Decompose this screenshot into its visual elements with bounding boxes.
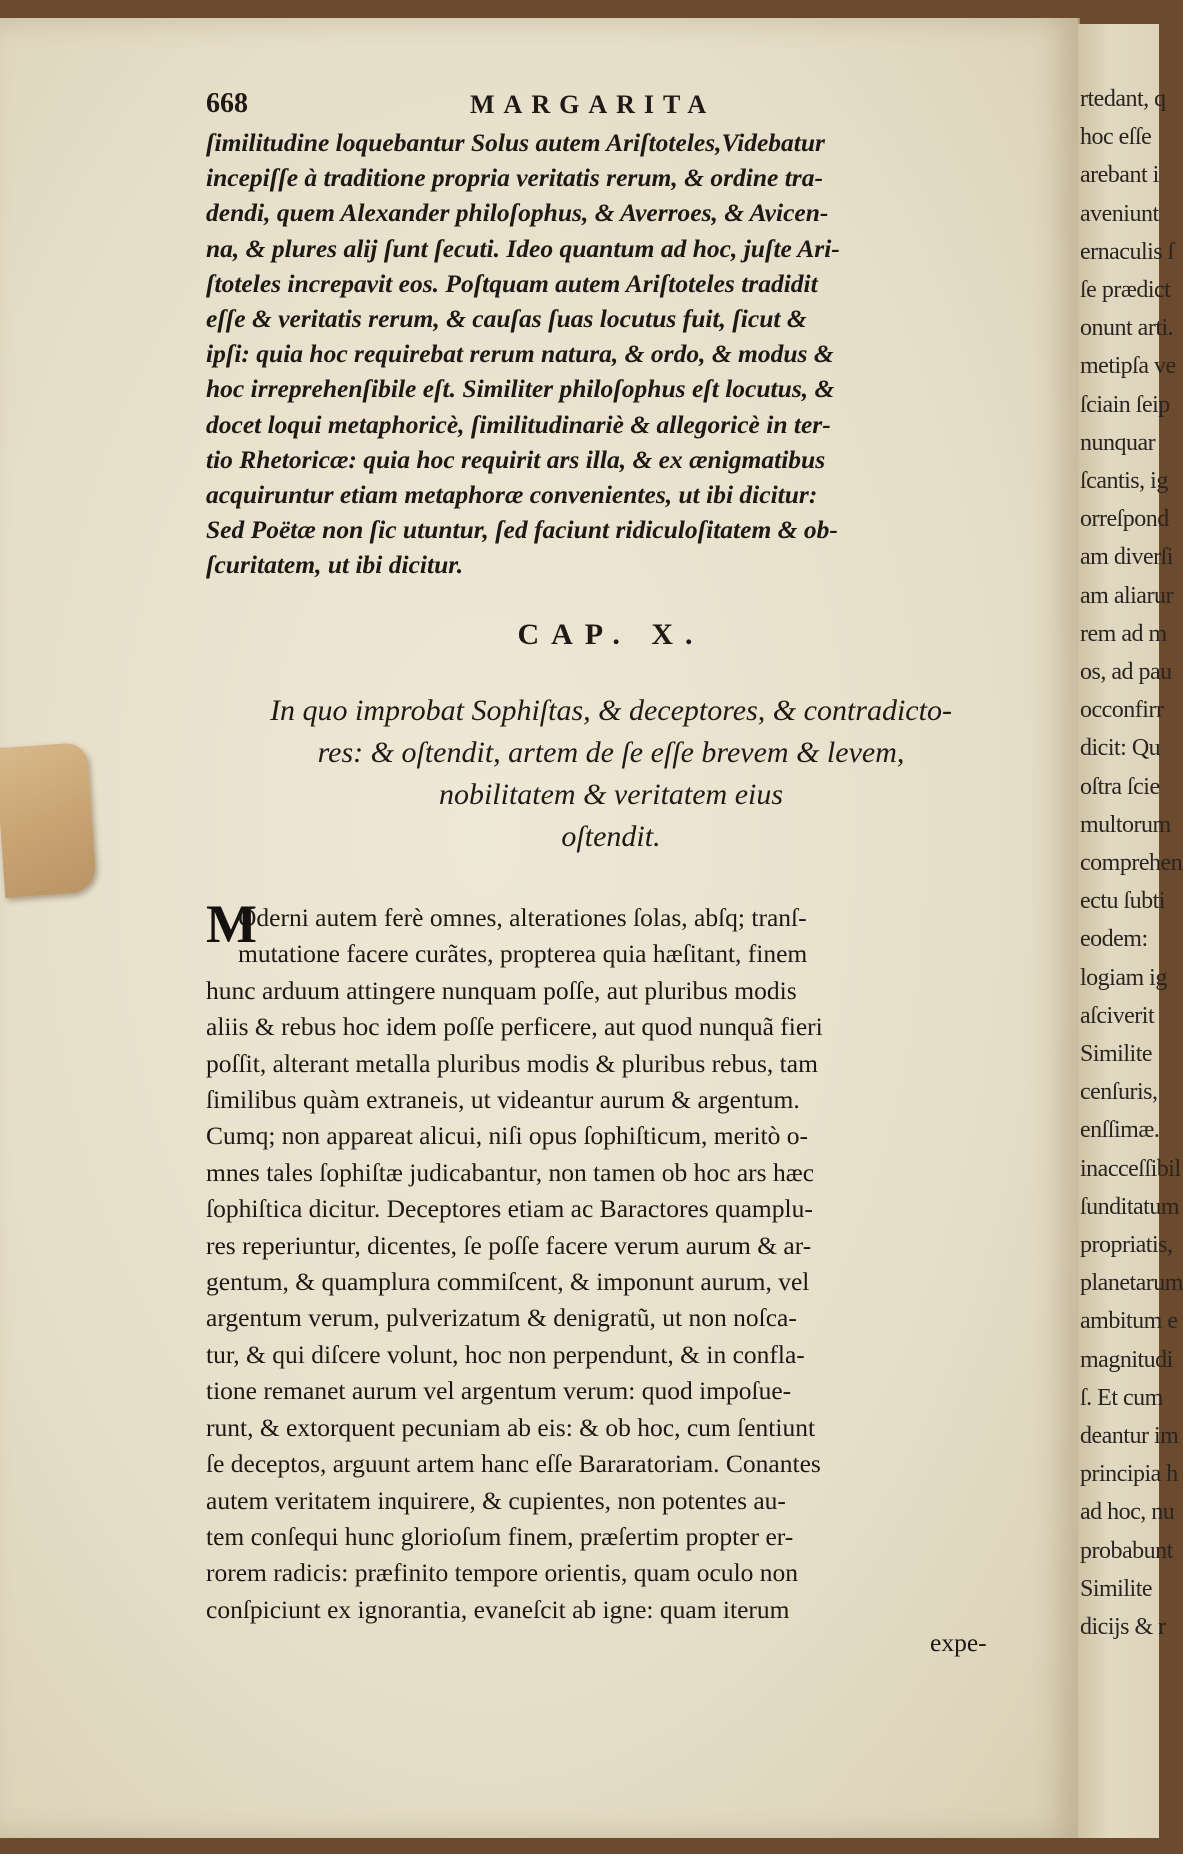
italic-text-line: incepiſſe à traditione propria veritatis rerum, & ordine tra-	[206, 163, 823, 193]
body-text-line: runt, & extorquent pecuniam ab eis: & ob hoc, cum ſentiunt	[206, 1412, 816, 1442]
chapter-heading: CAP. X.	[517, 618, 705, 651]
adjacent-page-fragment: ſciain ſeip	[1080, 391, 1170, 418]
adjacent-page-fragment: am diverſi	[1080, 544, 1173, 571]
italic-text-line: Sed Poëtæ non ſic utuntur, ſed faciunt ridiculoſitatem & ob-	[206, 515, 838, 545]
adjacent-page-fragment: ſe prædict	[1080, 277, 1171, 303]
page-marker-tab	[0, 742, 97, 898]
adjacent-page-fragment: ſcantis, ig	[1080, 468, 1168, 494]
body-text-line: argentum verum, pulverizatum & denigratũ, ut non noſca-	[206, 1303, 797, 1333]
adjacent-page-fragment: ad hoc, nu	[1080, 1499, 1175, 1526]
body-text-line: rorem radicis: præfinito tempore orientis, quam oculo non	[206, 1558, 799, 1588]
italic-text-line: acquiruntur etiam metaphoræ convenientes, ut ibi dicitur:	[206, 480, 818, 510]
adjacent-page-fragment: principia h	[1080, 1461, 1178, 1488]
body-text-line: tem conſequi hunc glorioſum finem, præſertim propter er-	[206, 1521, 794, 1551]
chapter-subtitle-line: nobilitatem & veritatem eius	[438, 778, 784, 811]
adjacent-page-fragment: occonfirr	[1080, 697, 1164, 724]
chapter-subtitle-line: res: & oſtendit, artem de ſe eſſe brevem & levem,	[317, 736, 905, 769]
page-header	[206, 88, 1006, 128]
adjacent-page-fragment: Similite	[1080, 1041, 1153, 1067]
adjacent-page-fragment: rem ad m	[1080, 620, 1167, 647]
adjacent-page-fragment: probabunt	[1080, 1537, 1173, 1564]
italic-text-line: hoc irreprehenſibile eſt. Similiter philoſophus eſt locutus, &	[206, 374, 835, 404]
adjacent-page-fragment: hoc eſſe	[1080, 124, 1152, 151]
body-text-line: gentum, & quamplura commiſcent, & imponunt aurum, vel	[206, 1267, 810, 1297]
body-text-line: tur, & qui diſcere volunt, hoc non perpendunt, & in confla-	[206, 1339, 805, 1369]
adjacent-page-fragment: os, ad pau	[1080, 659, 1172, 685]
italic-text-line: ſtoteles increpavit eos. Poſtquam autem Ariſtoteles tradidit	[206, 268, 818, 298]
adjacent-page-fragment: planetarum	[1080, 1270, 1183, 1297]
italic-text-block	[206, 125, 1016, 583]
body-text-line: mnes tales ſophiſtæ judicabantur, non tamen ob hoc ars hæc	[206, 1157, 815, 1187]
adjacent-page-fragment: oſtra ſcie	[1080, 773, 1160, 800]
page-number: 668	[206, 88, 248, 119]
adjacent-page-fragment: am aliarur	[1080, 582, 1173, 609]
adjacent-page-fragment: ſ. Et cum	[1080, 1384, 1163, 1411]
adjacent-page-fragment: multorum	[1080, 811, 1171, 838]
body-text-line: ſe deceptos, arguunt artem hanc eſſe Bararatoriam. Conantes	[206, 1449, 821, 1479]
italic-text-line: eſſe & veritatis rerum, & cauſas ſuas locutus fuit, ſicut &	[206, 304, 807, 334]
body-text-line: Oderni autem ferè omnes, alterationes ſolas, abſq; tranſ-	[238, 903, 807, 932]
italic-text-line: ſcuritatem, ut ibi dicitur.	[206, 550, 464, 580]
adjacent-page-fragment: metipſa ve	[1080, 353, 1176, 380]
body-text-line: mutatione facere curãtes, propterea quia hæſitant, finem	[238, 939, 808, 969]
body-text-line: ſophiſtica dicitur. Deceptores etiam ac Baractores quamplu-	[206, 1194, 813, 1224]
adjacent-page-fragment: inacceſſibil	[1080, 1155, 1181, 1182]
body-text-line: hunc arduum attingere nunquam poſſe, aut pluribus modis	[206, 975, 797, 1005]
italic-text-line: ſimilitudine loquebantur Solus autem Ariſtoteles,Videbatur	[206, 128, 825, 157]
adjacent-page-fragment: dicijs & r	[1080, 1614, 1166, 1640]
adjacent-page-fragment: ſunditatum	[1080, 1193, 1179, 1220]
body-text-line: autem veritatem inquirere, & cupientes, non potentes au-	[206, 1485, 786, 1515]
adjacent-page-fragment: magnitudi	[1080, 1346, 1173, 1373]
adjacent-page-fragment: orreſpond	[1080, 506, 1169, 533]
adjacent-page-fragment: enſſimæ.	[1080, 1117, 1160, 1144]
adjacent-page-fragment: logiam ig	[1080, 964, 1167, 991]
body-text-line: res reperiuntur, dicentes, ſe poſſe facere verum aurum & ar-	[206, 1230, 812, 1260]
adjacent-page-fragment: ambitum e	[1080, 1308, 1178, 1335]
italic-text-line: ipſi: quia hoc requirebat rerum natura, & ordo, & modus &	[206, 339, 834, 369]
body-text-line: conſpiciunt ex ignorantia, evaneſcit ab igne: quam iterum	[206, 1594, 790, 1624]
adjacent-page-edge	[1078, 24, 1183, 1838]
adjacent-page-fragment: rtedant, q	[1080, 86, 1166, 112]
adjacent-page-fragment: ectu ſubti	[1080, 888, 1165, 915]
body-text-line: aliis & rebus hoc idem poſſe perficere, aut quod nunquã fieri	[206, 1012, 823, 1042]
chapter-subtitle	[206, 690, 1016, 858]
adjacent-page-fragment: aſciverit	[1080, 1002, 1155, 1029]
body-text-line: poſſit, alterant metalla pluribus modis & pluribus rebus, tam	[206, 1048, 818, 1078]
chapter-subtitle-line: oſtendit.	[561, 820, 661, 853]
adjacent-page-fragment: onunt arti.	[1080, 315, 1174, 342]
adjacent-page-fragment: comprehen	[1080, 850, 1183, 876]
adjacent-page-fragment: Similite	[1080, 1575, 1153, 1602]
drop-cap: M	[206, 894, 257, 954]
body-text-line: tione remanet aurum vel argentum verum: quod impoſue-	[206, 1376, 792, 1406]
body-text-line: ſimilibus quàm extraneis, ut videantur aurum & argentum.	[206, 1085, 800, 1115]
adjacent-page-fragment: aveniunt	[1080, 200, 1159, 227]
adjacent-page-fragment: deantur im	[1080, 1423, 1179, 1449]
adjacent-page-fragment: eodem:	[1080, 926, 1148, 953]
italic-text-line: docet loqui metaphoricè, ſimilitudinariè & allegoricè in ter-	[206, 409, 831, 439]
adjacent-page-fragment: arebant i	[1080, 162, 1159, 189]
adjacent-page-fragment: dicit: Qu	[1080, 735, 1161, 762]
adjacent-page-fragment: propriatis,	[1080, 1232, 1173, 1258]
adjacent-page-fragment: nunquar	[1080, 429, 1156, 456]
body-text-line: Cumq; non appareat alicui, niſi opus ſophiſticum, meritò o-	[206, 1121, 808, 1151]
italic-text-line: dendi, quem Alexander philoſophus, & Averroes, & Avicen-	[206, 198, 829, 228]
catchword: expe-	[930, 1628, 987, 1657]
body-text-block	[206, 894, 1016, 1628]
chapter-subtitle-line: In quo improbat Sophiſtas, & deceptores, & contradicto-	[270, 694, 952, 727]
italic-text-line: na, & plures alij ſunt ſecuti. Ideo quantum ad hoc, juſte Ari-	[206, 233, 840, 263]
adjacent-page-fragment: ernaculis ſ	[1080, 238, 1174, 265]
adjacent-page-fragment: cenſuris,	[1080, 1079, 1158, 1106]
italic-text-line: tio Rhetoricæ: quia hoc requirit ars illa, & ex ænigmatibus	[206, 444, 826, 474]
running-title: MARGARITA	[470, 90, 716, 119]
